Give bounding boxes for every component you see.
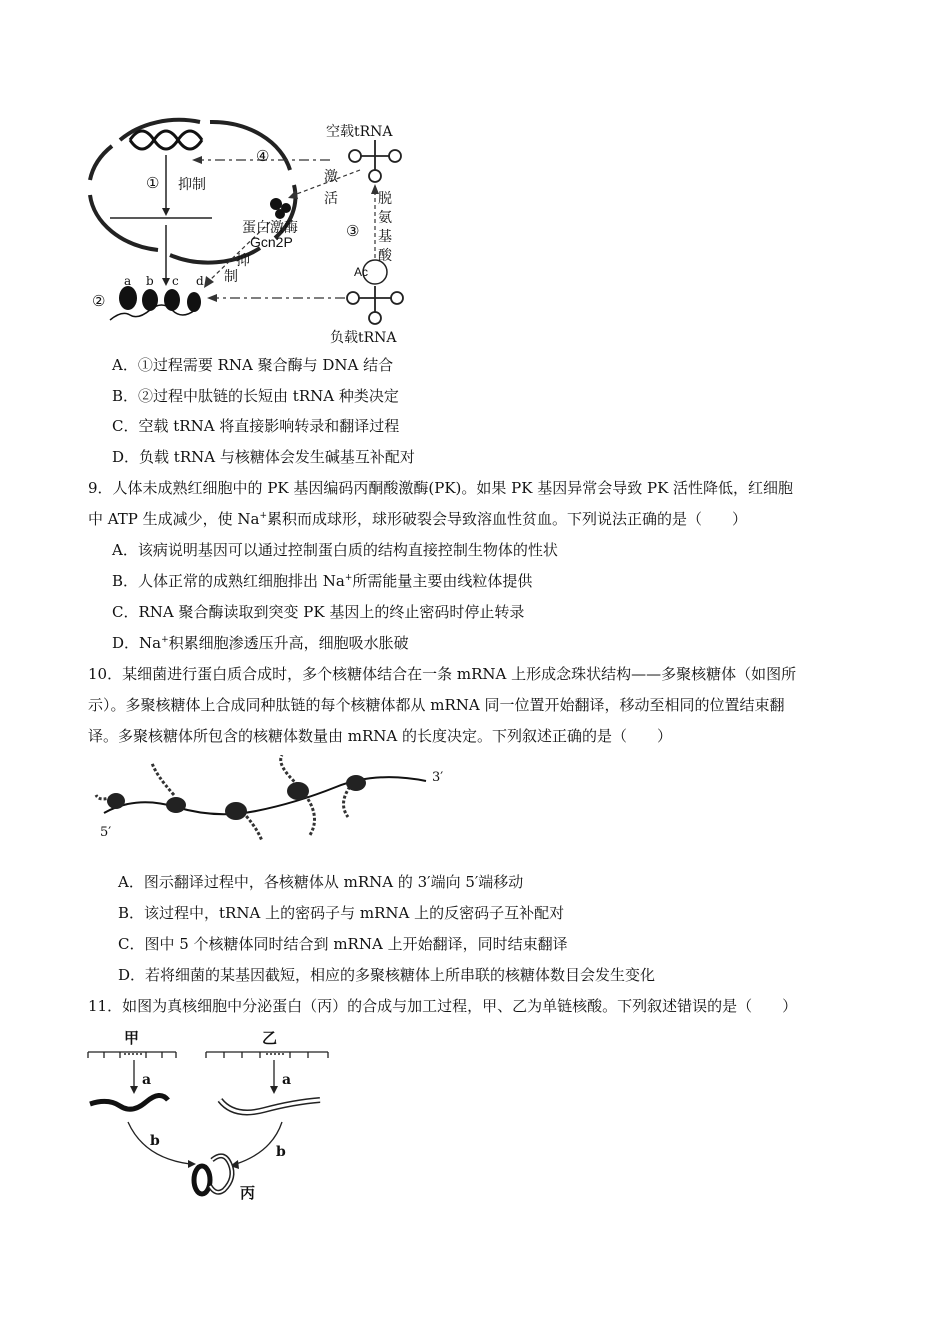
empty-trna-label: 空载tRNA — [326, 124, 393, 140]
ribosome-d-label: d — [196, 274, 204, 288]
process-3-label: ③ — [346, 222, 360, 240]
q9-option-d: D．Na+积累细胞渗透压升高，细胞吸水胀破 — [112, 634, 409, 652]
empty-trna-shape — [349, 140, 401, 182]
inhibit-label-1: 抑制 — [178, 177, 206, 193]
q9-option-a: A．该病说明基因可以通过控制蛋白质的结构直接控制生物体的性状 — [112, 541, 558, 559]
activate-label: 激 活 — [324, 169, 338, 207]
deamino-label: 脱 氨 基 酸 — [378, 191, 392, 264]
process-4-label: ④ — [256, 147, 270, 165]
q8-option-c: C．空载 tRNA 将直接影响转录和翻译过程 — [112, 417, 400, 435]
label-bing: 丙 — [240, 1184, 256, 1202]
label-yi: 乙 — [262, 1029, 278, 1047]
kinase-label: 蛋白激酶 — [242, 220, 298, 236]
process-1-label: ① — [146, 174, 160, 192]
q8-option-d: D．负载 tRNA 与核糖体会发生碱基互补配对 — [112, 448, 415, 466]
protein-bing-shape — [194, 1156, 232, 1194]
q8-option-b: B．②过程中肽链的长短由 tRNA 种类决定 — [112, 387, 399, 405]
q10-stem-1: 10．某细菌进行蛋白质合成时，多个核糖体结合在一条 mRNA 上形成念珠状结构——多聚核糖体（如图所 — [88, 665, 797, 683]
label-a-1: a — [142, 1072, 152, 1088]
q10-stem-2: 示）。多聚核糖体上合成同种肽链的每个核糖体都从 mRNA 同一位置开始翻译，移动至相同的位置结束翻 — [88, 696, 785, 714]
gcn-label: Gcn2P — [250, 234, 293, 250]
figure-q10-drawing — [86, 755, 466, 845]
q9-stem-2: 中 ATP 生成减少，使 Na+累积而成球形，球形破裂会导致溶血性贫血。下列说法正确的是（ ） — [88, 510, 748, 528]
process-2-label: ② — [92, 292, 106, 310]
q9-option-c: C．RNA 聚合酶读取到突变 PK 基因上的终止密码时停止转录 — [112, 603, 525, 621]
q10-stem-3: 译。多聚核糖体所包含的核糖体数量由 mRNA 的长度决定。下列叙述正确的是（ ） — [88, 727, 673, 745]
mrna-3-prime-label: 3′ — [432, 770, 444, 785]
q8-option-a: A．①过程需要 RNA 聚合酶与 DNA 结合 — [112, 356, 394, 374]
loaded-trna-shape — [347, 286, 403, 324]
ribosome-b-label: b — [146, 274, 154, 288]
q10-option-d: D．若将细菌的某基因截短，相应的多聚核糖体上所串联的核糖体数目会发生变化 — [118, 966, 656, 984]
ribosomes-q10 — [107, 775, 366, 820]
q11-stem: 11．如图为真核细胞中分泌蛋白（丙）的合成与加工过程，甲、乙为单链核酸。下列叙述错误的是（ ） — [88, 997, 798, 1015]
black-strand — [90, 1095, 168, 1109]
inhibit-label-2b: 制 — [224, 269, 238, 285]
ac-label: Ac — [354, 265, 369, 279]
q10-option-a: A．图示翻译过程中，各核糖体从 mRNA 的 3′端向 5′端移动 — [118, 873, 524, 891]
figure-q11-drawing — [84, 1040, 344, 1210]
label-b-1: b — [150, 1133, 160, 1149]
polysome-q8 — [110, 286, 201, 320]
label-b-2: b — [276, 1144, 286, 1160]
q9-option-b: B．人体正常的成熟红细胞排出 Na+所需能量主要由线粒体提供 — [112, 572, 533, 590]
ribosome-c-label: c — [172, 274, 179, 288]
kinase-blob — [270, 198, 291, 219]
mrna-strand — [104, 777, 426, 814]
label-jia: 甲 — [124, 1029, 140, 1047]
dna-helix — [130, 131, 202, 149]
q10-option-b: B．该过程中，tRNA 上的密码子与 mRNA 上的反密码子互补配对 — [118, 904, 565, 922]
mrna-5-prime-label: 5′ — [100, 825, 112, 840]
loaded-trna-label: 负载tRNA — [330, 330, 397, 346]
q9-stem-1: 9．人体未成熟红细胞中的 PK 基因编码丙酮酸激酶(PK)。如果 PK 基因异常会导致 PK 活性降低，红细胞 — [88, 479, 794, 497]
ribosome-a-label: a — [124, 274, 132, 288]
inhibit-label-2a: 抑 — [236, 253, 250, 269]
q10-option-c: C．图中 5 个核糖体同时结合到 mRNA 上开始翻译，同时结束翻译 — [118, 935, 568, 953]
label-a-2: a — [282, 1072, 292, 1088]
